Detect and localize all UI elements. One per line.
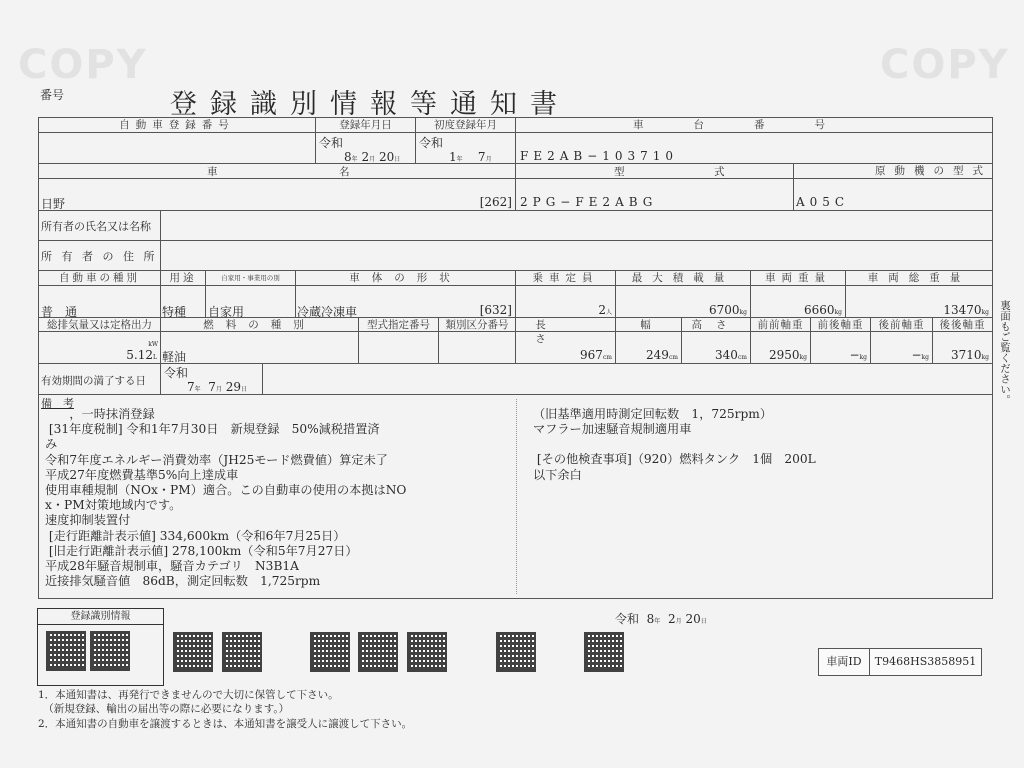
note-2: 2．本通知書の自動車を譲渡するときは、本通知書を譲受人に譲渡して下さい。 [38,718,413,730]
remarks-right: （旧基準適用時測定回転数 1，725rpm） マフラー加速騒音規制適用車 [その他検査事項]（920）燃料タンク 1個 200L 以下余白 [533,407,816,482]
category-value [438,331,516,364]
qr-code-icon [584,632,624,672]
width-header: 幅 [615,317,682,332]
rf-axle-header: 後前軸重 [870,317,933,332]
max-load-header: 最大積載量 [615,270,751,286]
number-label: 番号 [40,88,65,102]
length-value: 967cm [515,331,616,364]
model-header: 型 式 [515,163,794,179]
remarks-box: 備 考 ，一時抹消登録 [31年度税制] 令和1年7月30日 新規登録 50%減税措置済 み 令和7年度エネルギー消費効率（JH25モード燃費値）算定未了 平成27年度燃費基準5%向上達成車 使用車種規制（NOx・PM）適合。この自動車の使用の本拠はNO x・PM対策地域内です。 速度抑制装置付 [走行距離計表示値] 334,600km（令和6年7月25日） [旧走行距離計表示値] 278,100km（令和5年7月27日） 平成28年騒音規制車，騒音カテゴリ N3B1A 近接排気騒音値 86dB，測定回転数 1,725rpm （旧基準適用時測定回転数 1，725rpm） マフラー加速騒音規制適用車 [その他検査事項]（920）燃料タンク 1個 200L 以下余白 [38,394,993,599]
copy-watermark-left: COPY [18,42,148,88]
owner-address-value [160,240,993,271]
reg-no-header: 自動車登録番号 [38,117,316,133]
reg-no-value [38,132,316,164]
copy-watermark-right: COPY [880,42,1010,88]
owner-name-label: 所有者の氏名又は名称 [38,210,161,241]
ff-axle-value: 2950kg [750,331,811,364]
note-1: 1．本通知書は、再発行できませんので大切に保管して下さい。 [38,689,339,701]
kind-header: 自動車の種別 [38,270,161,286]
owner-name-value [160,210,993,241]
vehicle-weight-value: 6660kg [750,285,846,318]
body-value: 冷蔵冷凍車 [632] [295,285,516,318]
qr-code-icon [46,631,86,671]
qr-code-icon [407,632,447,672]
gross-weight-value: 13470kg [845,285,993,318]
owner-address-label: 所 有 者 の 住 所 [38,240,161,271]
model-value: 2PG−FE2ABG [515,178,794,211]
type-designation-header: 型式指定番号 [358,317,439,332]
remarks-divider [516,399,517,594]
reg-date-header: 登録年月日 [315,117,416,133]
qr-code-icon [310,632,350,672]
qr-code-icon [90,631,130,671]
category-header: 類別区分番号 [438,317,516,332]
capacity-value: 2人 [515,285,616,318]
gross-weight-header: 車両総重量 [845,270,993,286]
width-value: 249cm [615,331,682,364]
private-header: 自家用・事業用の別 [205,270,296,286]
vehicle-id-value: T9468HS3858951 [874,655,977,668]
capacity-header: 乗車定員 [515,270,616,286]
fuel-value: 軽油 [160,331,359,364]
reg-date-value: 令和 8年 2月 20日 [315,132,416,164]
qr-code-icon [496,632,536,672]
vehicle-id-box [818,648,982,676]
displacement-value: kW 5.12L [38,331,161,364]
name-header: 車 名 [38,163,516,179]
vehicle-id-label: 車両ID [819,649,870,675]
expiry-blank [262,363,993,395]
rf-axle-value: −kg [870,331,933,364]
document-title: 登録識別情報等通知書 [170,89,570,120]
use-header: 用途 [160,270,206,286]
engine-header: 原動機の型式 [793,163,993,179]
qr-box [37,608,164,686]
chassis-value: FE2AB−103710 [515,132,993,164]
kind-value: 普 通 [38,285,161,318]
vehicle-weight-header: 車両重量 [750,270,846,286]
fr-axle-value: −kg [810,331,871,364]
qr-label: 登録識別情報 [38,609,163,625]
fr-axle-header: 前後軸重 [810,317,871,332]
engine-value: A05C [793,178,993,211]
expiry-label: 有効期間の満了する日 [38,363,161,395]
issue-date: 令和 8年 2月 20日 [615,612,707,626]
fuel-header: 燃料の種別 [160,317,359,332]
expiry-value: 令和 7年 7月 29日 [160,363,263,395]
qr-code-icon [173,632,213,672]
rr-axle-value: 3710kg [932,331,993,364]
first-reg-header: 初度登録年月 [415,117,516,133]
type-designation-value [358,331,439,364]
first-reg-value: 令和 1年 7月 [415,132,516,164]
name-value: 日野 [262] [38,178,516,211]
chassis-header: 車台番号 [515,117,993,133]
length-header: 長さ [515,317,616,332]
displacement-header: 総排気量又は定格出力 [38,317,161,332]
qr-code-icon [358,632,398,672]
body-header: 車体の形状 [295,270,516,286]
qr-code-icon [222,632,262,672]
side-note: 裏面もご覧ください。 [999,300,1011,405]
use-value: 特種 [160,285,206,318]
ff-axle-header: 前前軸重 [750,317,811,332]
height-value: 340cm [681,331,751,364]
height-header: 高さ [681,317,751,332]
note-1-sub: （新規登録、輸出の届出等の際に必要になります。） [38,703,290,715]
private-value: 自家用 [205,285,296,318]
remarks-left: ，一時抹消登録 [31年度税制] 令和1年7月30日 新規登録 50%減税措置済 み 令和7年度エネルギー消費効率（JH25モード燃費値）算定未了 平成27年度燃費基準5%向上達成車 使用車種規制（NOx・PM）適合。この自動車の使用の本拠はNO x・PM対策地域内です。 速度抑制装置付 [走行距離計表示値] 334,600km（令和6年7月25日） [旧走行距離計表示値] 278,100km（令和5年7月27日） 平成28年騒音規制車，騒音カテゴリ N3B1A 近接排気騒音値 86dB，測定回転数 1,725rpm [45,407,407,589]
rr-axle-header: 後後軸重 [932,317,993,332]
max-load-value: 6700kg [615,285,751,318]
